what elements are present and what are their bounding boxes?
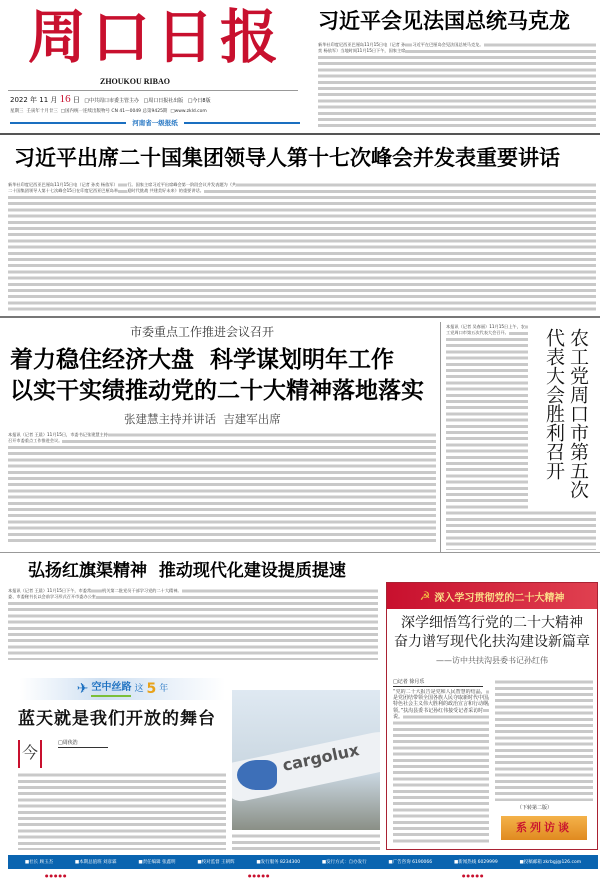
interview-banner bbox=[387, 583, 597, 609]
redflag-body: 本报讯（记者 王晨）11月15日下午，市委常委、市委秘书长以会前学习形式召开市委办公室机关第二批党员干部学习党的二十大精神。 bbox=[8, 588, 378, 660]
interview-body-2 bbox=[495, 679, 593, 801]
divider bbox=[8, 90, 298, 91]
photo-caption bbox=[232, 833, 380, 850]
meeting-subtitle: 张建慧主持并讲话 吉建军出席 bbox=[124, 412, 281, 426]
date-suffix: 日 bbox=[72, 96, 80, 104]
air-banner-year: 年 bbox=[159, 684, 169, 694]
air-banner-number: 5 bbox=[146, 681, 157, 697]
logo-pinyin: ZHOUKOU RIBAO bbox=[100, 77, 171, 86]
interview-banner-label: 深入学习贯彻党的二十大精神 bbox=[434, 592, 565, 604]
footer-item: ■本期总值班 刘彦霖 bbox=[74, 860, 117, 865]
footer-item: ■社长 顾玉杰 bbox=[24, 860, 54, 865]
interview-headline-2[interactable]: 奋力谱写现代化扶沟建设新篇章 bbox=[394, 634, 590, 650]
interview-box bbox=[386, 582, 598, 850]
footer-item: ■发行服务 8234300 bbox=[256, 860, 301, 865]
divider bbox=[0, 552, 600, 553]
top-story-headline[interactable]: 习近平会见法国总统马克龙 bbox=[318, 9, 570, 33]
top-story-body: 新华社印度尼西亚巴厘岛11月15日电（记者 孙奕 杨依军）当地时间11月15日下午，国家主席习近平在巴厘岛会见法国总统马克龙。 bbox=[318, 42, 596, 130]
footer-item: ■责任编辑 张鑫明 bbox=[138, 860, 176, 865]
air-banner-suffix: 这 bbox=[134, 684, 144, 694]
footer-item: ■校对监督 王朝辉 bbox=[197, 860, 235, 865]
page-count: □今日8版 bbox=[187, 98, 211, 104]
divider bbox=[440, 322, 441, 552]
party-headline[interactable]: 农工党周口市第五次代表大会胜利召开 bbox=[543, 328, 589, 499]
registration-dots: ●●●●● bbox=[462, 873, 485, 878]
issn: □国内统一连续出版物号 CN 41—0049 总第9425期 bbox=[60, 109, 168, 114]
meeting-kicker: 市委重点工作推进会议召开 bbox=[130, 325, 275, 339]
party-body: 本报讯（记者 吴春丽）11月15日上午，农工党周口市第五次代表大会召开。 bbox=[446, 324, 528, 509]
air-body bbox=[18, 772, 226, 850]
divider bbox=[0, 316, 600, 318]
cargo-plane-photo bbox=[232, 690, 380, 830]
interview-author: □记者 徐月乐 bbox=[393, 679, 483, 687]
date-line bbox=[10, 93, 211, 108]
rank-bar bbox=[10, 118, 300, 128]
registration-dots: ●●●●● bbox=[45, 873, 68, 878]
footer-item: ■发行方式：自办发行 bbox=[321, 860, 367, 865]
party-body-cont bbox=[446, 510, 596, 550]
footer-item[interactable]: ■投稿邮箱 zkrbgj@126.com bbox=[519, 860, 582, 865]
lunar-date: 壬寅年十月廿三 bbox=[26, 109, 58, 114]
redflag-headline[interactable]: 弘扬红旗渠精神 推动现代化建设提质提速 bbox=[28, 561, 346, 581]
interview-subtitle: ——访中共扶沟县委书记孙红伟 bbox=[436, 656, 548, 665]
weekday: 星期三 bbox=[10, 109, 24, 114]
photo-livery-text: cargolux bbox=[280, 740, 361, 775]
website[interactable]: □www.zkld.com bbox=[170, 109, 207, 114]
newspaper-logo: 周口日报 bbox=[28, 3, 285, 71]
footer-item: ■广告咨询 6190066 bbox=[388, 860, 433, 865]
date-year: 2022 年 11 月 bbox=[10, 96, 58, 104]
sponsor: □中共周口市委主管主办 bbox=[84, 98, 140, 104]
lead-story-headline[interactable]: 习近平出席二十国集团领导人第十七次峰会并发表重要讲话 bbox=[14, 146, 560, 170]
lead-story-body: 新华社印度尼西亚巴厘岛11月15日电（记者 孙奕 杨依军）二十国集团领导人第十七次峰会15日在印度尼西亚巴厘岛举行。国家主席习近平出席峰会第一阶段会议并发表题为《共迎时代挑战 共建美好未来》的重要讲话。 bbox=[8, 182, 596, 312]
meeting-headline-1[interactable]: 着力稳住经济大盘 科学谋划明年工作 bbox=[10, 347, 395, 373]
airplane-icon: ✈ bbox=[76, 681, 89, 697]
footer-item: ■新闻热线 6029999 bbox=[453, 860, 498, 865]
column-tag: 今 bbox=[18, 740, 42, 768]
air-banner-label: 空中丝路 bbox=[91, 681, 131, 697]
series-label: 系列访谈 bbox=[501, 816, 587, 840]
issue-line bbox=[10, 108, 207, 115]
air-author: □周侠浩 bbox=[58, 740, 108, 748]
meeting-body: 本报讯（记者 王晨）11月15日，市委书记张建慧主持召开市委重点工作推进会议。 bbox=[8, 432, 436, 544]
footer-bar bbox=[8, 855, 598, 869]
air-headline[interactable]: 蓝天就是我们开放的舞台 bbox=[18, 709, 216, 729]
interview-headline-1[interactable]: 深学细悟笃行党的二十大精神 bbox=[401, 615, 583, 631]
publisher: □周口日报社出版 bbox=[143, 98, 184, 104]
date-day: 16 bbox=[59, 93, 71, 105]
meeting-headline-2[interactable]: 以实干实绩推动党的二十大精神落地落实 bbox=[10, 378, 424, 404]
rank-label: 河南省一级报纸 bbox=[132, 118, 178, 127]
air-banner bbox=[20, 678, 225, 700]
party-emblem-icon: ☭ bbox=[419, 589, 431, 603]
continued-note: （下转第二版） bbox=[517, 805, 553, 811]
divider bbox=[0, 133, 600, 135]
interview-body-1: “党的二十大报告是党和人民智慧的结晶，是党团结带领全国各族人民夺取新时代中国特色社会主义伟大胜利的政治宣言和行动纲领。”扶沟县委书记孙红伟接受记者采访时说。 bbox=[393, 689, 489, 845]
registration-dots: ●●●●● bbox=[248, 873, 271, 878]
